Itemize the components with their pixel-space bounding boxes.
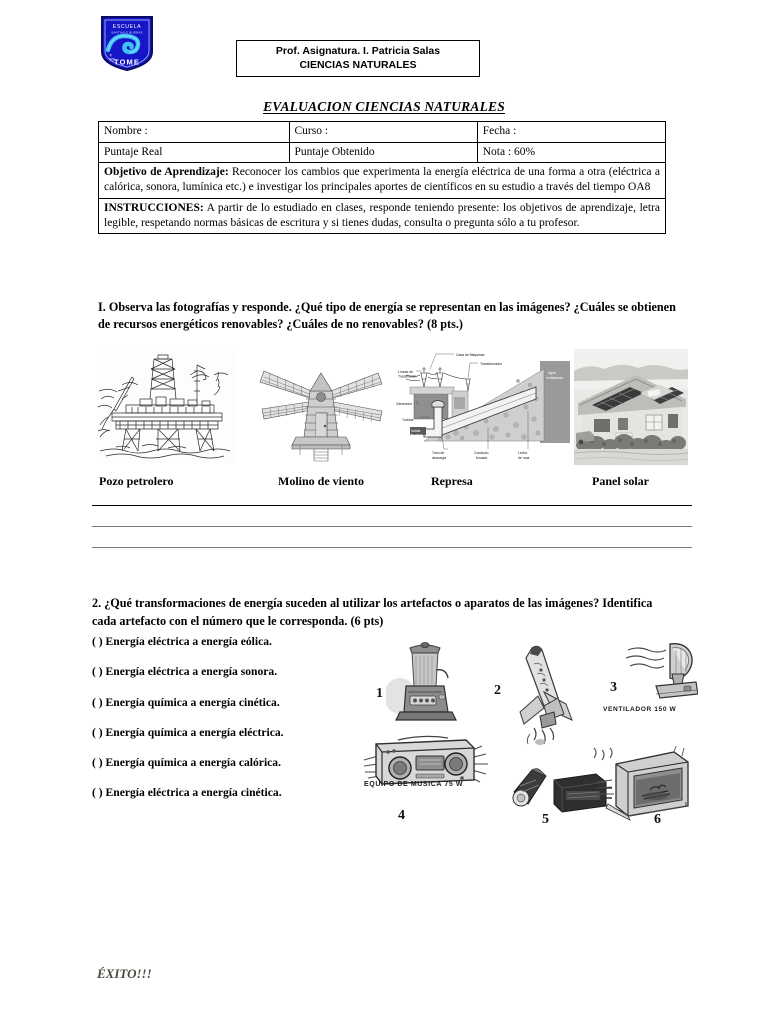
option-item-2[interactable]: ( ) Energía eléctrica a energía sonora. [92, 665, 278, 679]
cell-nota[interactable]: Nota : 60% [477, 142, 665, 163]
answer-line-2[interactable] [92, 526, 692, 527]
svg-text:SANTIAGO BUERAS: SANTIAGO BUERAS [111, 30, 143, 35]
caption-panel-solar: Panel solar [592, 474, 649, 488]
label-casa-maquinas: Casa de Máquinas [456, 353, 485, 357]
blender-drawing [386, 640, 462, 724]
question-2-appliance-images [360, 636, 690, 831]
rocket-shuttle-drawing [510, 642, 590, 752]
option-item-6[interactable]: ( ) Energía eléctrica a energía cinética. [92, 786, 282, 800]
label-agua-2: embalsada [546, 376, 563, 380]
svg-text:ESCUELA: ESCUELA [112, 24, 142, 30]
question-2-text: 2. ¿Qué transformaciones de energía suceden al utilizar los artefactos o aparatos de las imágenes? Identifica cada artefacto con el número que le corresponda. (6 pts) [92, 596, 653, 628]
stereo-caption: EQUIPO DE MUSICA 75 W [364, 781, 464, 788]
caption-represa: Represa [431, 474, 473, 488]
fan-caption: VENTILADOR 150 W [603, 706, 677, 713]
professor-subject-box [236, 40, 480, 77]
fan-drawing [626, 638, 698, 708]
appliance-number-6: 6 [654, 812, 661, 827]
cell-curso[interactable]: Curso : [289, 122, 477, 143]
label-conducto-1: Conducto [474, 451, 489, 455]
page-title [0, 99, 768, 115]
cell-nombre[interactable]: Nombre : [99, 122, 290, 143]
option-item-4[interactable]: ( ) Energía química a energía eléctrica. [92, 725, 284, 739]
label-generador: Generador [396, 402, 413, 406]
option-item-5[interactable]: ( ) Energía química a energía calórica. [92, 756, 282, 770]
question-1-answer-lines [92, 505, 692, 568]
subject-name: CIENCIAS NATURALES [299, 59, 417, 72]
label-tubo-1: Tubo de [432, 451, 445, 455]
hydro-dam-diagram [396, 349, 570, 466]
student-info-table [98, 121, 666, 234]
question-2-options [92, 634, 362, 816]
table-row-identity [99, 122, 666, 143]
figure-captions [96, 474, 696, 494]
caption-molino-de-viento: Molino de viento [278, 474, 364, 488]
svg-text:405: 405 [109, 57, 115, 62]
label-lecho-2: de roca [518, 456, 530, 460]
svg-text:P.: P. [109, 53, 113, 58]
solar-house-photo [574, 349, 688, 465]
school-shield-logo [99, 14, 155, 72]
cell-puntaje-obtenido[interactable]: Puntaje Obtenido [289, 142, 477, 163]
footer-text: ÉXITO!!! [97, 966, 152, 981]
label-salida-2: de agua [410, 433, 423, 437]
objetivo-text: Reconocer los cambios que experimenta la energía eléctrica de una forma a otra (eléctrica a calórica, sonora, lumínica etc.) e investigar los principales aportes de científicos en su estudio a través del tiempo OA8 [104, 166, 660, 194]
label-transformador: Transformador [480, 362, 503, 366]
label-lineas-2: Transmisión [398, 374, 417, 379]
table-row-objetivo [99, 163, 666, 198]
answer-line-1[interactable] [92, 505, 692, 506]
label-conducto-2: forzado [476, 456, 488, 460]
appliance-number-1: 1 [376, 686, 383, 701]
cell-fecha[interactable]: Fecha : [477, 122, 665, 143]
svg-text:TOME: TOME [113, 57, 141, 67]
page-header [0, 8, 768, 74]
objetivo-cell [99, 163, 666, 198]
answer-line-3[interactable] [92, 547, 692, 548]
label-tubo-2: descarga [432, 456, 446, 460]
instrucciones-label: INSTRUCCIONES: [104, 201, 204, 214]
cell-puntaje-real[interactable]: Puntaje Real [99, 142, 290, 163]
instrucciones-text: A partir de lo estudiado en clases, responde teniendo presente: los objetivos de aprendizaje, letra legible, respetando normas básicas de escritura y si tienes dudas, consulta o pregunta sólo a tu profesor. [104, 201, 660, 229]
table-row-instrucciones [99, 198, 666, 233]
windmill-drawing [256, 351, 386, 464]
page-title-text: EVALUACION CIENCIAS NATURALES [263, 99, 505, 114]
label-lecho-1: Lecho [518, 451, 528, 455]
appliance-number-2: 2 [494, 683, 501, 698]
appliance-number-3: 3 [610, 680, 617, 695]
label-turbina: Turbina [402, 418, 414, 422]
caption-pozo-petrolero: Pozo petrolero [99, 474, 174, 488]
label-agua-1: Agua [548, 371, 556, 375]
oil-rig-drawing [96, 351, 235, 464]
label-lineas-1: Líneas de [398, 370, 413, 374]
instrucciones-cell [99, 198, 666, 233]
question-1-text: I. Observa las fotografías y responde. ¿Qué tipo de energía se representan en las imágenes? ¿Cuáles se obtienen de recursos energéticos renovables? ¿Cuáles de no renovables? (8 pts.) [98, 300, 676, 332]
label-salida-1: Salida [411, 429, 421, 433]
question-1-figures [96, 351, 688, 466]
appliance-number-4: 4 [398, 808, 405, 823]
option-item-1[interactable]: ( ) Energía eléctrica a energía eólica. [92, 635, 272, 648]
option-item-3[interactable]: ( ) Energía química a energía cinética. [92, 695, 280, 709]
objetivo-label: Objetivo de Aprendizaje: [104, 166, 229, 179]
appliance-number-5: 5 [542, 812, 549, 827]
professor-name: Prof. Asignatura. I. Patricia Salas [275, 45, 441, 57]
fireplace-oven-drawing [590, 746, 690, 822]
table-row-scores [99, 142, 666, 163]
